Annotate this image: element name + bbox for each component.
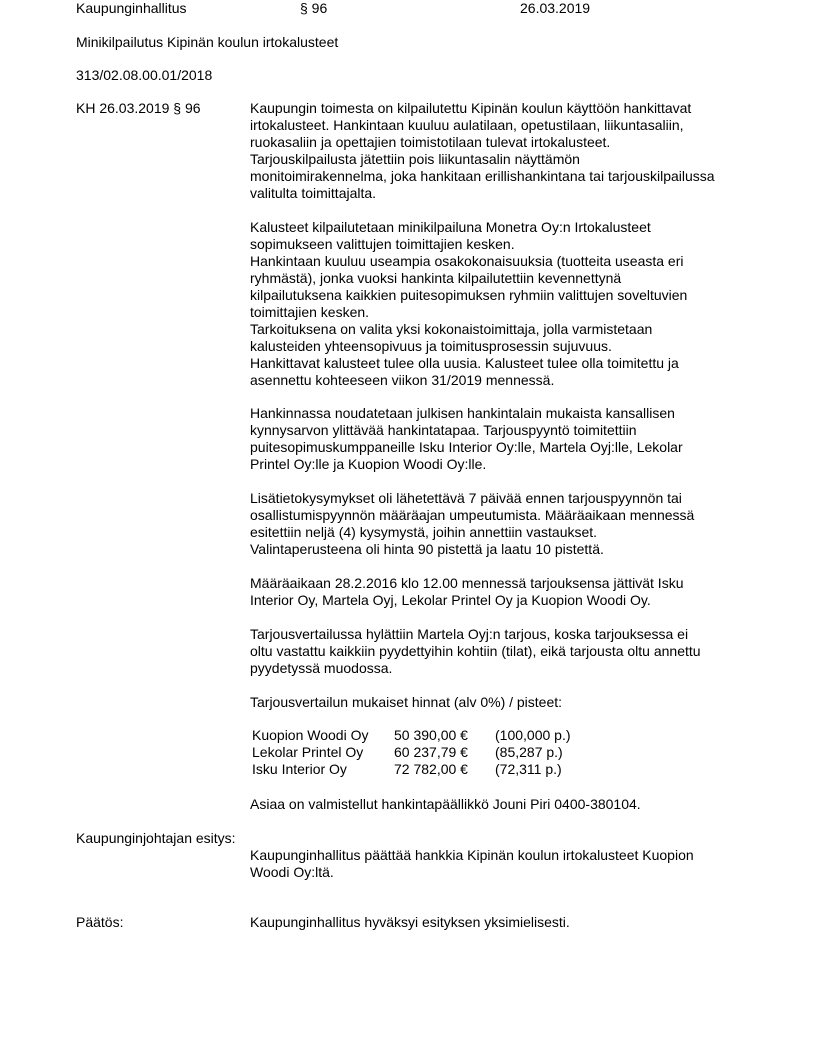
supplier-price: 72 782,00 € — [394, 761, 468, 777]
text-line: sopimukseen valittujen toimittajien kesken. — [250, 236, 515, 252]
paragraph-4 — [250, 490, 770, 558]
text-line: puitesopimuskumppaneille Isku Interior Oy:lle, Martela Oyj:lle, Lekolar — [250, 439, 683, 455]
text-line: Valintaperusteena oli hinta 90 pistettä ja laatu 10 pistettä. — [250, 541, 604, 557]
text-line: Lisätietokysymykset oli lähetettävä 7 päivää ennen tarjouspyynnön tai — [250, 490, 682, 506]
paragraph-2 — [250, 219, 770, 389]
text-line: monitoimirakennelma, joka hankitaan erillishankintana tai tarjouskilpailussa — [250, 168, 715, 184]
supplier-name: Isku Interior Oy — [252, 761, 347, 777]
text-line: kynnysarvon ylittävää hankintatapaa. Tarjouspyyntö toimitettiin — [250, 422, 637, 438]
text-line: asennettu kohteeseen viikon 31/2019 mennessä. — [250, 372, 555, 388]
paragraph-6 — [250, 626, 770, 677]
text-line: pyydetyssä muodossa. — [250, 660, 393, 676]
text-line: Tarjousvertailussa hylättiin Martela Oyj:n tarjous, koska tarjouksessa ei — [250, 626, 689, 642]
text-line: oltu vastattu kaikkiin pyydettyihin kohtiin (tilat), eikä tarjousta oltu annettu — [250, 643, 701, 659]
supplier-points: (85,287 p.) — [495, 744, 563, 760]
text-line: Hankinnassa noudatetaan julkisen hankintalain mukaista kansallisen — [250, 405, 675, 421]
supplier-points: (72,311 p.) — [495, 761, 562, 777]
supplier-price: 50 390,00 € — [394, 727, 468, 743]
preparer-info: Asiaa on valmistellut hankintapäällikkö Jouni Piri 0400-380104. — [250, 796, 641, 812]
text-line: osallistumispyynnön määräajan umpeutumista. Määräaikaan mennessä — [250, 507, 695, 523]
table-row — [252, 727, 571, 744]
paragraph-3 — [250, 405, 770, 473]
supplier-name: Kuopion Woodi Oy — [252, 727, 369, 743]
text-line: Interior Oy, Martela Oyj, Lekolar Printel Oy ja Kuopion Woodi Oy. — [250, 592, 651, 608]
header-section: § 96 — [300, 0, 328, 16]
text-line: Hankittavat kalusteet tulee olla uusia. Kalusteet tulee olla toimitettu ja — [250, 355, 679, 371]
text-line: kalusteiden yhteensopivuus ja toimitusprosessin sujuvuus. — [250, 338, 612, 354]
text-line: Printel Oy:lle ja Kuopion Woodi Oy:lle. — [250, 456, 487, 472]
paragraph-5 — [250, 575, 770, 609]
text-line: kilpailutuksena kaikkien puitesopimuksen ryhmiin valittujen soveltuvien — [250, 287, 688, 303]
meeting-reference: KH 26.03.2019 § 96 — [76, 100, 201, 116]
case-number: 313/02.08.00.01/2018 — [76, 67, 213, 83]
header-date: 26.03.2019 — [520, 0, 591, 16]
text-line: ruokasaliin ja opettajien toimistotilaan tulevat irtokalusteet. — [250, 134, 611, 150]
text-line: Woodi Oy:ltä. — [250, 864, 334, 880]
supplier-name: Lekolar Printel Oy — [252, 744, 364, 760]
text-line: irtokalusteet. Hankintaan kuuluu aulatilaan, opetustilaan, liikuntasaliin, — [250, 117, 684, 133]
supplier-price: 60 237,79 € — [394, 744, 468, 760]
proposal-text — [250, 847, 770, 881]
table-row — [252, 744, 571, 761]
paragraph-1 — [250, 100, 770, 202]
text-line: Kaupunginhallitus päättää hankkia Kipinän koulun irtokalusteet Kuopion — [250, 847, 694, 863]
text-line: esitettiin neljä (4) kysymystä, joihin annettiin vastaukset. — [250, 524, 598, 540]
text-line: Tarjouskilpailusta jätettiin pois liikuntasalin näyttämön — [250, 151, 580, 167]
text-line: toimittajien kesken. — [250, 304, 370, 320]
text-line: Tarkoituksena on valita yksi kokonaistoimittaja, jolla varmistetaan — [250, 321, 653, 337]
supplier-points: (100,000 p.) — [495, 727, 571, 743]
price-comparison-table — [252, 727, 571, 778]
proposal-label: Kaupunginjohtajan esitys: — [76, 830, 236, 846]
decision-label: Päätös: — [76, 914, 124, 930]
text-line: Määräaikaan 28.2.2016 klo 12.00 mennessä tarjouksensa jättivät Isku — [250, 575, 684, 591]
text-line: Kalusteet kilpailutetaan minikilpailuna Monetra Oy:n Irtokalusteet — [250, 219, 651, 235]
text-line: Kaupungin toimesta on kilpailutettu Kipinän koulun käyttöön hankittavat — [250, 100, 692, 116]
text-line: valitulta toimittajalta. — [250, 185, 377, 201]
table-row — [252, 761, 571, 778]
header-body: Kaupunginhallitus — [76, 0, 187, 16]
paragraph-7 — [250, 694, 770, 711]
document-title: Minikilpailutus Kipinän koulun irtokalusteet — [76, 34, 339, 50]
text-line: ryhmästä), jonka vuoksi hankinta kilpailutettiin kevennettynä — [250, 270, 622, 286]
text-line: Tarjousvertailun mukaiset hinnat (alv 0%) / pisteet: — [250, 694, 563, 710]
text-line: Hankintaan kuuluu useampia osakokonaisuuksia (tuotteita useasta eri — [250, 253, 684, 269]
decision-text: Kaupunginhallitus hyväksyi esityksen yksimielisesti. — [250, 914, 570, 930]
